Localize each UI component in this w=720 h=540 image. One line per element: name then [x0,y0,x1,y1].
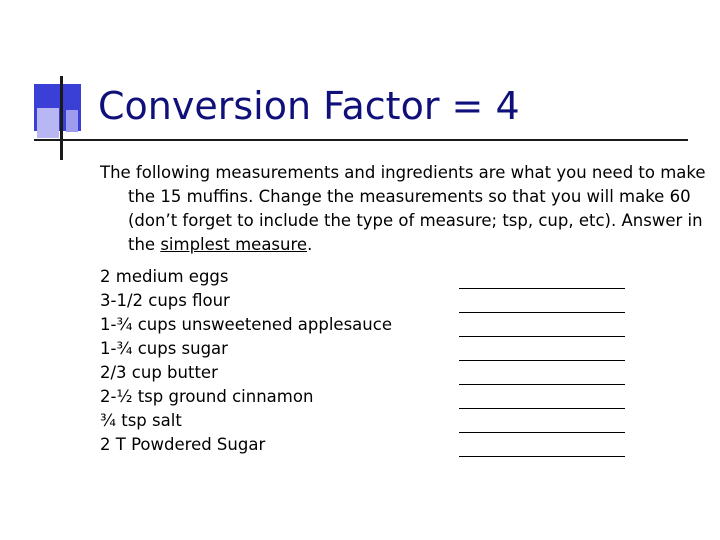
ingredient-item: ¾ tsp salt [100,411,182,430]
ingredient-item: 1-¾ cups unsweetened applesauce [100,315,392,334]
answer-blanks [459,265,625,457]
answer-blank-line [459,337,625,361]
decorative-lavender-square [37,108,59,138]
ingredient-item: 2/3 cup butter [100,363,218,382]
slide-title: Conversion Factor = 4 [98,84,520,128]
answer-blank-line [459,313,625,337]
ingredient-list [100,265,392,457]
answer-blank-line [459,433,625,457]
instructions-end: . [307,235,313,254]
title-underline-rule [34,139,688,141]
answer-blank-line [459,361,625,385]
answer-blank-line [459,385,625,409]
ingredient-item: 2-½ tsp ground cinnamon [100,387,314,406]
instructions-emphasis: simplest measure [160,235,308,254]
ingredient-item: 2 T Powdered Sugar [100,435,266,454]
decorative-lavender-block [66,110,78,132]
instructions-text: The following measurements and ingredients are what you need to make the 15 muffins. Change the measurements so that you will make 60 (don’t forget to include the type of measure; tsp, cup, etc). Answer in the [100,163,706,254]
instructions-paragraph [100,161,720,257]
decorative-vertical-rule [60,76,63,160]
ingredient-item: 1-¾ cups sugar [100,339,228,358]
answer-blank-line [459,289,625,313]
ingredient-item: 3-1/2 cups flour [100,291,230,310]
answer-blank-line [459,265,625,289]
ingredient-item: 2 medium eggs [100,267,229,286]
answer-blank-line [459,409,625,433]
